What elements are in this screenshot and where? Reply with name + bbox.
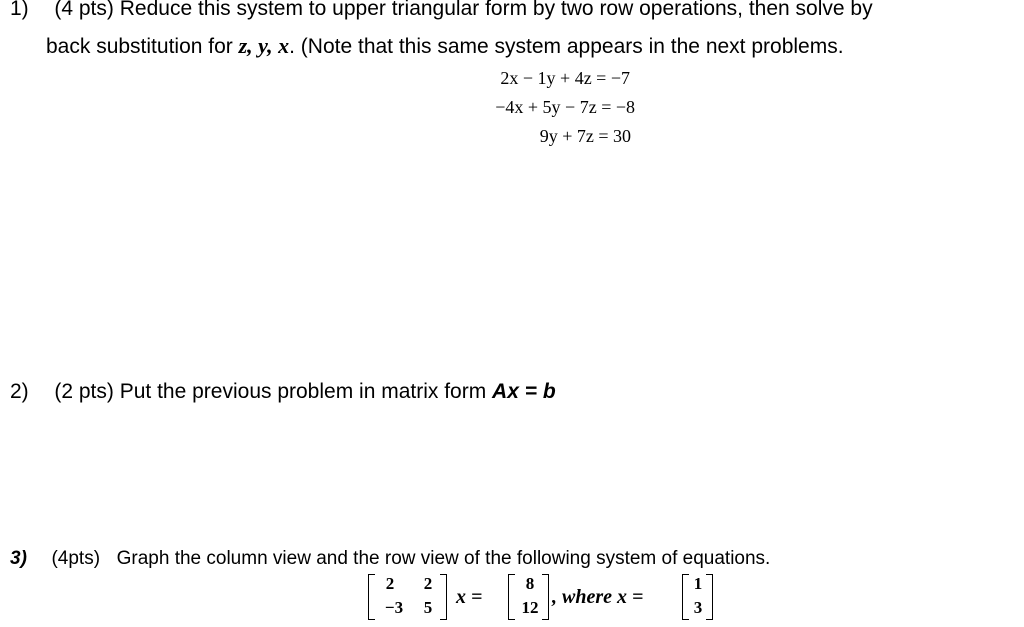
problem3-points: (4pts) <box>51 548 101 569</box>
problem2-line <box>10 379 556 405</box>
problem2-number: 2) <box>10 380 29 403</box>
problem2-text: Put the previous problem in matrix form <box>119 380 493 403</box>
vector-x-cell: 3 <box>693 598 703 617</box>
matrix-a <box>368 572 448 622</box>
vector-b-cell: 8 <box>525 574 535 593</box>
problem3-line <box>10 546 770 572</box>
equation-2: −4x + 5y − 7z = −8 <box>495 97 635 117</box>
x-equals: x = <box>456 586 483 608</box>
matrix-a-cell: 5 <box>423 598 433 617</box>
vector-x-cell: 1 <box>693 574 703 593</box>
equation-3: 9y + 7z = 30 <box>539 126 631 146</box>
where-text: , where x = <box>552 586 644 608</box>
problem1-text-line2b: . (Note that this same system appears in the next problems. <box>289 35 844 58</box>
matrix-a-cell: 2 <box>385 574 395 593</box>
equation-1: 2x − 1y + 4z = −7 <box>500 68 630 88</box>
vector-b-cell: 12 <box>521 598 539 617</box>
problem1-vars: z, y, x <box>238 33 290 58</box>
vector-x <box>682 572 718 622</box>
problem1-line2 <box>46 33 844 60</box>
matrix-a-cell: −3 <box>384 598 404 617</box>
vector-b <box>508 572 552 622</box>
problem2-points: (2 pts) <box>54 380 114 403</box>
problem1-line1 <box>10 0 873 22</box>
problem1-text-line1: Reduce this system to upper triangular form by two row operations, then solve by <box>119 0 873 20</box>
matrix-a-cell: 2 <box>423 574 433 593</box>
problem2-formula: Ax = b <box>492 380 556 403</box>
problem1-text-line2a: back substitution for <box>46 35 239 58</box>
problem3-number: 3) <box>10 548 27 569</box>
problem1-points: (4 pts) <box>54 0 114 20</box>
problem1-number: 1) <box>10 0 29 20</box>
problem3-text: Graph the column view and the row view of the following system of equations. <box>116 548 771 569</box>
